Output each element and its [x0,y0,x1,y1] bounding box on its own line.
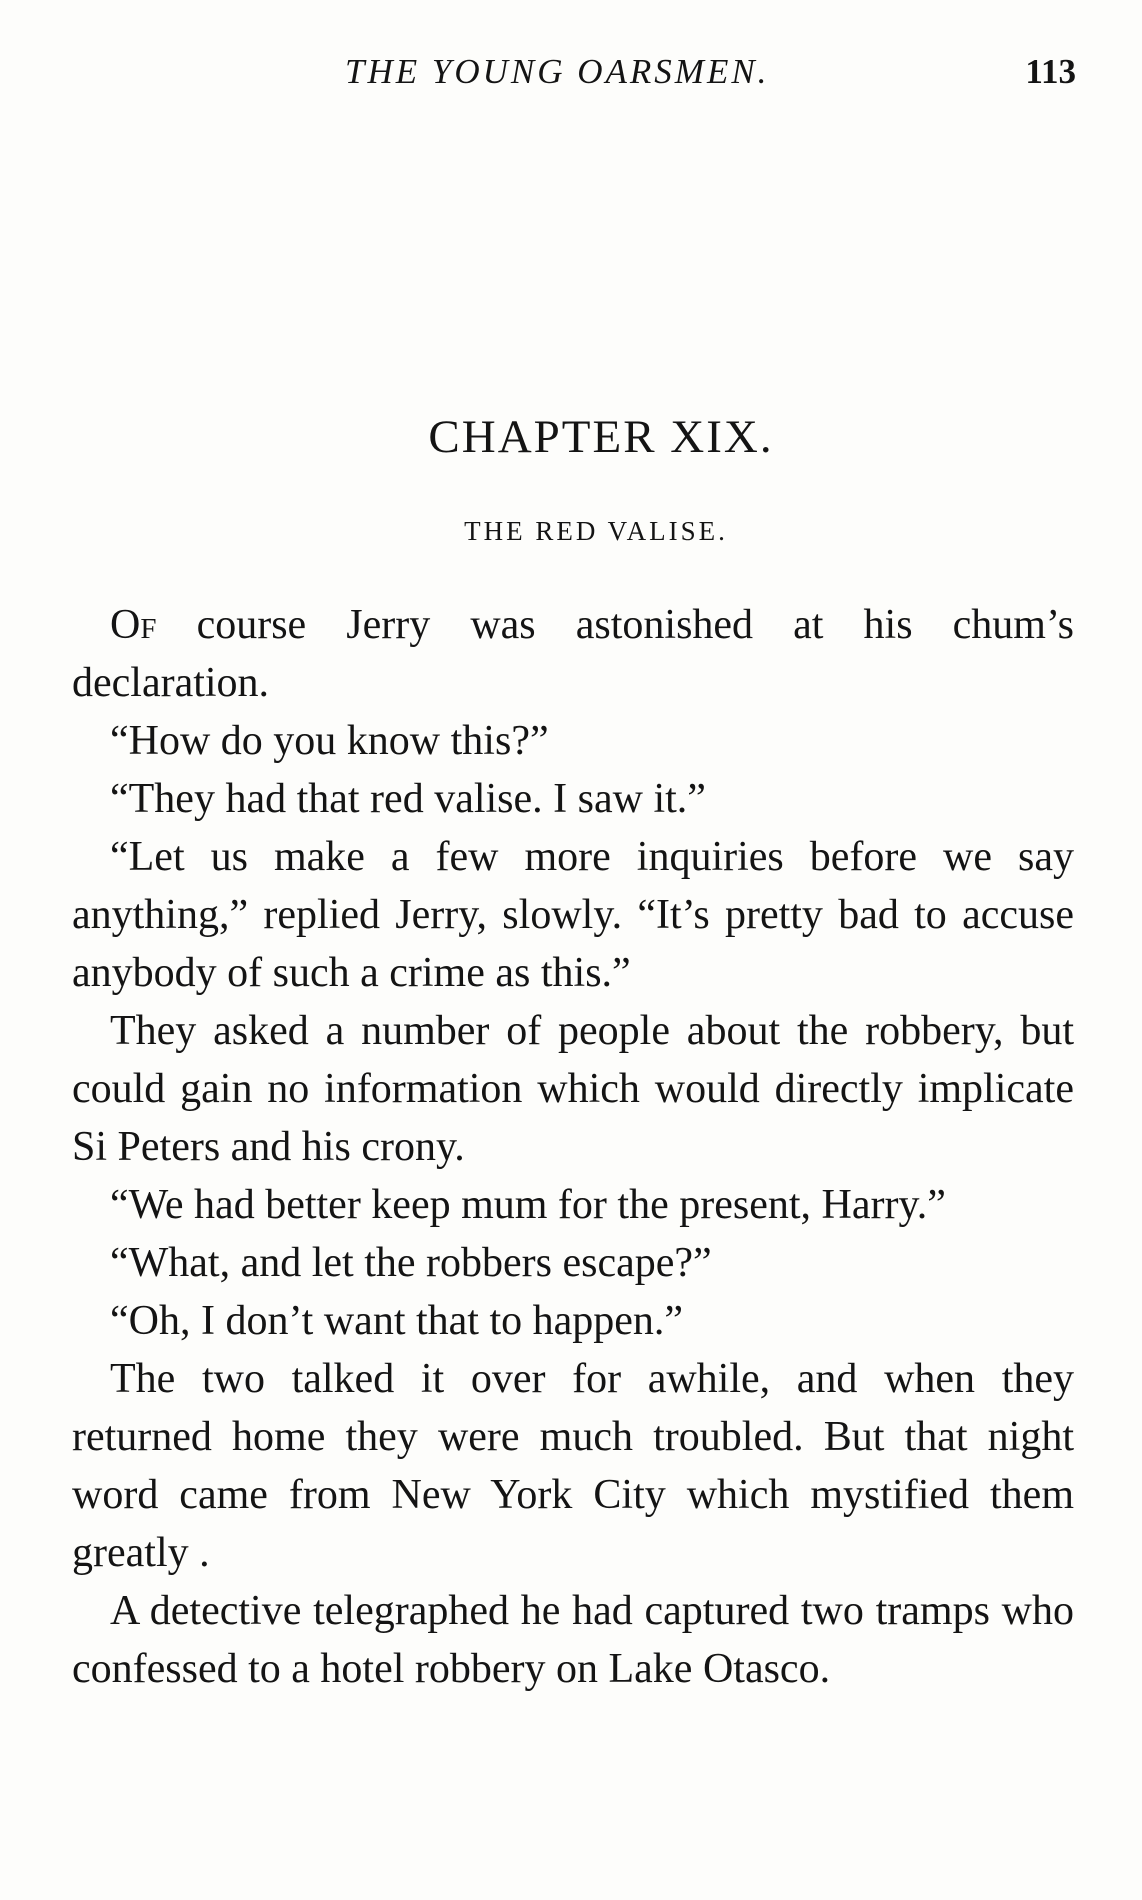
paragraph-text: course Jerry was astonished at his chum’s declaration. [72,602,1074,706]
paragraph: The two talked it over for awhile, and when they returned home they were much troubled. But that night word came from New York City which mystified them greatly . [72,1356,1074,1576]
paragraph-lead-word: Of [110,602,157,648]
paragraph: “Oh, I don’t want that to happen.” [110,1298,684,1344]
chapter-subtitle: THE RED VALISE. [464,516,728,546]
paragraph: “Let us make a few more inquiries before we say anything,” replied Jerry, slowly. “It’s pretty bad to accuse anybody of such a crime as this.” [72,834,1074,996]
paragraph [72,596,1074,712]
paragraph: “What, and let the robbers escape?” [110,1240,712,1286]
paragraph: They asked a number of people about the robbery, but could gain no information which would directly implicate Si Peters and his crony. [72,1008,1074,1170]
page-number: 113 [1025,52,1076,91]
paragraph: A detective telegraphed he had captured two tramps who confessed to a hotel robbery on Lake Otasco. [72,1588,1074,1692]
running-title: THE YOUNG OARSMEN. [345,52,770,91]
paragraph: “We had better keep mum for the present, Harry.” [110,1182,946,1228]
chapter-title: CHAPTER XIX. [428,411,774,463]
paragraph: “They had that red valise. I saw it.” [110,776,706,822]
body-text [72,596,1074,1698]
paragraph: “How do you know this?” [110,718,549,764]
running-head [0,52,1142,102]
